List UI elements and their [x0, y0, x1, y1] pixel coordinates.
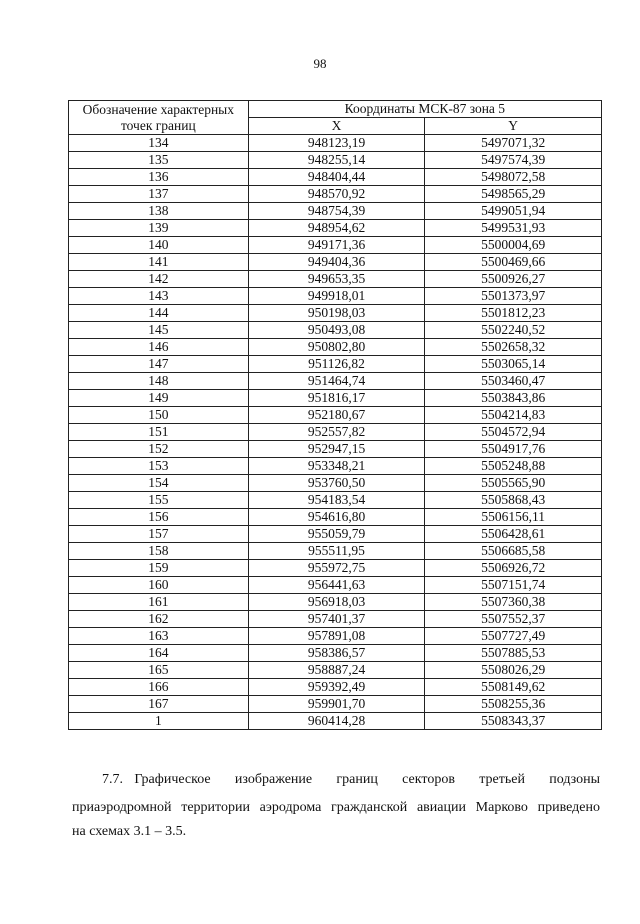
y-cell: 5507360,38 [425, 594, 602, 611]
point-id-cell: 149 [69, 390, 249, 407]
page-number: 98 [313, 56, 327, 71]
x-cell: 951464,74 [248, 373, 425, 390]
y-cell: 5503065,14 [425, 356, 602, 373]
x-cell: 951816,17 [248, 390, 425, 407]
x-cell: 950198,03 [248, 305, 425, 322]
point-id-cell: 148 [69, 373, 249, 390]
y-cell: 5507727,49 [425, 628, 602, 645]
x-cell: 948123,19 [248, 135, 425, 152]
header-coordinates: Координаты МСК-87 зона 5 [248, 101, 601, 118]
y-cell: 5504214,83 [425, 407, 602, 424]
point-id-cell: 150 [69, 407, 249, 424]
point-id-cell: 162 [69, 611, 249, 628]
x-cell: 948255,14 [248, 152, 425, 169]
table-row [69, 203, 602, 220]
point-id-cell: 160 [69, 577, 249, 594]
point-id-cell: 143 [69, 288, 249, 305]
table-row [69, 560, 602, 577]
y-cell: 5503843,86 [425, 390, 602, 407]
x-cell: 948570,92 [248, 186, 425, 203]
y-cell: 5500926,27 [425, 271, 602, 288]
table-row [69, 696, 602, 713]
y-cell: 5500469,66 [425, 254, 602, 271]
y-cell: 5501812,23 [425, 305, 602, 322]
table-row [69, 713, 602, 730]
y-cell: 5505248,88 [425, 458, 602, 475]
x-cell: 949653,35 [248, 271, 425, 288]
point-id-cell: 167 [69, 696, 249, 713]
point-id-cell: 164 [69, 645, 249, 662]
point-id-cell: 152 [69, 441, 249, 458]
y-cell: 5506428,61 [425, 526, 602, 543]
point-id-cell: 153 [69, 458, 249, 475]
table-row [69, 645, 602, 662]
x-cell: 952947,15 [248, 441, 425, 458]
y-cell: 5506926,72 [425, 560, 602, 577]
table-row [69, 662, 602, 679]
point-id-cell: 161 [69, 594, 249, 611]
point-id-cell: 159 [69, 560, 249, 577]
x-cell: 960414,28 [248, 713, 425, 730]
y-cell: 5506685,58 [425, 543, 602, 560]
x-cell: 958887,24 [248, 662, 425, 679]
table-row [69, 390, 602, 407]
paragraph-line-3: на схемах 3.1 – 3.5. [72, 824, 187, 839]
table-row [69, 458, 602, 475]
table-row [69, 186, 602, 203]
x-cell: 957891,08 [248, 628, 425, 645]
y-cell: 5504572,94 [425, 424, 602, 441]
table-row [69, 135, 602, 152]
point-id-cell: 147 [69, 356, 249, 373]
table-row [69, 441, 602, 458]
point-id-cell: 165 [69, 662, 249, 679]
y-cell: 5498072,58 [425, 169, 602, 186]
point-id-cell: 154 [69, 475, 249, 492]
x-cell: 952557,82 [248, 424, 425, 441]
y-cell: 5502658,32 [425, 339, 602, 356]
table-row [69, 152, 602, 169]
table-row [69, 254, 602, 271]
table-row [69, 475, 602, 492]
point-id-cell: 136 [69, 169, 249, 186]
x-cell: 949404,36 [248, 254, 425, 271]
x-cell: 955511,95 [248, 543, 425, 560]
y-cell: 5501373,97 [425, 288, 602, 305]
table-row [69, 679, 602, 696]
table-body [69, 135, 602, 730]
point-id-cell: 144 [69, 305, 249, 322]
paragraph-line-2: приаэродромной территории аэродрома гражданской авиации Марково приведено [72, 800, 600, 815]
x-cell: 951126,82 [248, 356, 425, 373]
x-cell: 956918,03 [248, 594, 425, 611]
x-cell: 955059,79 [248, 526, 425, 543]
point-id-cell: 142 [69, 271, 249, 288]
table-row [69, 594, 602, 611]
y-cell: 5505565,90 [425, 475, 602, 492]
y-cell: 5503460,47 [425, 373, 602, 390]
y-cell: 5499531,93 [425, 220, 602, 237]
x-cell: 956441,63 [248, 577, 425, 594]
point-id-cell: 166 [69, 679, 249, 696]
table-row [69, 509, 602, 526]
x-cell: 948404,44 [248, 169, 425, 186]
x-cell: 957401,37 [248, 611, 425, 628]
y-cell: 5508026,29 [425, 662, 602, 679]
paragraph-line-1 [72, 766, 600, 794]
table-row [69, 305, 602, 322]
header-x: X [248, 118, 425, 135]
point-id-cell: 134 [69, 135, 249, 152]
y-cell: 5508149,62 [425, 679, 602, 696]
table-row [69, 356, 602, 373]
point-id-cell: 155 [69, 492, 249, 509]
y-cell: 5499051,94 [425, 203, 602, 220]
x-cell: 948754,39 [248, 203, 425, 220]
table-row [69, 220, 602, 237]
y-cell: 5498565,29 [425, 186, 602, 203]
x-cell: 953760,50 [248, 475, 425, 492]
table-row [69, 339, 602, 356]
y-cell: 5508343,37 [425, 713, 602, 730]
y-cell: 5507552,37 [425, 611, 602, 628]
y-cell: 5502240,52 [425, 322, 602, 339]
x-cell: 959901,70 [248, 696, 425, 713]
paragraph-text-1: Графическое изображение границ секторов третьей подзоны [134, 772, 601, 787]
table-row [69, 543, 602, 560]
point-id-cell: 156 [69, 509, 249, 526]
table-row [69, 424, 602, 441]
point-id-cell: 145 [69, 322, 249, 339]
table-row [69, 373, 602, 390]
x-cell: 958386,57 [248, 645, 425, 662]
table-row [69, 407, 602, 424]
table-row [69, 237, 602, 254]
y-cell: 5504917,76 [425, 441, 602, 458]
table-row [69, 322, 602, 339]
x-cell: 959392,49 [248, 679, 425, 696]
y-cell: 5497574,39 [425, 152, 602, 169]
table-row [69, 288, 602, 305]
paragraph-number: 7.7. [102, 772, 123, 787]
table-row [69, 526, 602, 543]
y-cell: 5507151,74 [425, 577, 602, 594]
table-row [69, 628, 602, 645]
x-cell: 954616,80 [248, 509, 425, 526]
point-id-cell: 137 [69, 186, 249, 203]
x-cell: 948954,62 [248, 220, 425, 237]
point-id-cell: 141 [69, 254, 249, 271]
point-id-cell: 163 [69, 628, 249, 645]
x-cell: 952180,67 [248, 407, 425, 424]
y-cell: 5507885,53 [425, 645, 602, 662]
table-row [69, 492, 602, 509]
point-id-cell: 146 [69, 339, 249, 356]
y-cell: 5508255,36 [425, 696, 602, 713]
y-cell: 5506156,11 [425, 509, 602, 526]
x-cell: 953348,21 [248, 458, 425, 475]
table-row [69, 577, 602, 594]
point-id-cell: 157 [69, 526, 249, 543]
table-row [69, 169, 602, 186]
coordinates-table [68, 100, 602, 730]
point-id-cell: 140 [69, 237, 249, 254]
point-id-cell: 139 [69, 220, 249, 237]
x-cell: 950802,80 [248, 339, 425, 356]
x-cell: 950493,08 [248, 322, 425, 339]
x-cell: 954183,54 [248, 492, 425, 509]
header-y: Y [425, 118, 602, 135]
y-cell: 5505868,43 [425, 492, 602, 509]
point-id-cell: 151 [69, 424, 249, 441]
y-cell: 5500004,69 [425, 237, 602, 254]
x-cell: 955972,75 [248, 560, 425, 577]
x-cell: 949171,36 [248, 237, 425, 254]
point-id-cell: 138 [69, 203, 249, 220]
point-id-cell: 135 [69, 152, 249, 169]
table-row [69, 271, 602, 288]
y-cell: 5497071,32 [425, 135, 602, 152]
table-row [69, 611, 602, 628]
header-point-label: Обозначение характерных точек границ [69, 101, 249, 135]
point-id-cell: 158 [69, 543, 249, 560]
x-cell: 949918,01 [248, 288, 425, 305]
point-id-cell: 1 [69, 713, 249, 730]
